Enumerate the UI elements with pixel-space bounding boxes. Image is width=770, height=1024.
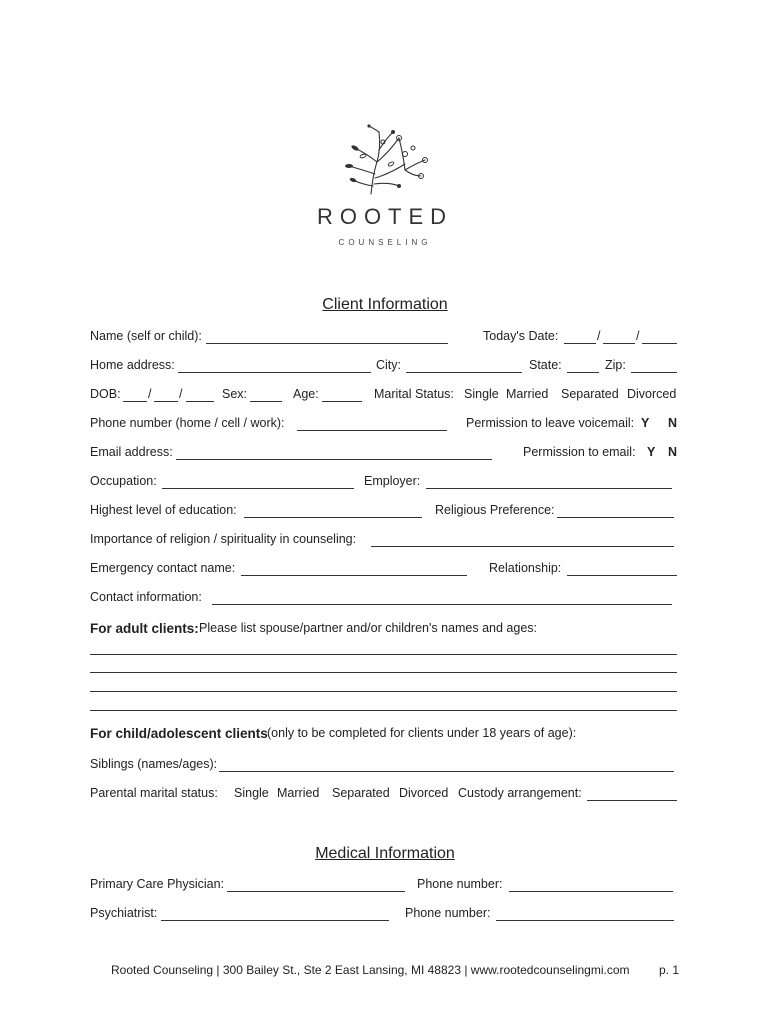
emergency-field[interactable] — [241, 561, 467, 576]
voicemail-yes[interactable]: Y — [641, 416, 650, 430]
marital-option-separated[interactable]: Separated — [561, 387, 619, 401]
medical-info-title: Medical Information — [315, 845, 455, 862]
city-field[interactable] — [406, 358, 522, 373]
state-label: State: — [529, 358, 562, 372]
pcp-label: Primary Care Physician: — [90, 877, 225, 891]
adult-answer-line[interactable] — [90, 710, 677, 711]
religion-field[interactable] — [557, 503, 674, 518]
age-field[interactable] — [322, 387, 362, 402]
parental-option-separated[interactable]: Separated — [332, 786, 390, 800]
email-label: Email address: — [90, 445, 173, 459]
siblings-label: Siblings (names/ages): — [90, 757, 218, 771]
brand-tagline: COUNSELING — [338, 238, 432, 247]
footer-address: Rooted Counseling | 300 Bailey St., Ste 2 East Lansing, MI 48823 | www.rootedcounselingmi.com — [111, 963, 630, 977]
relationship-field[interactable] — [567, 561, 677, 576]
dob-row — [90, 387, 678, 403]
email-permission-no[interactable]: N — [668, 445, 678, 459]
employer-label: Employer: — [364, 474, 421, 488]
address-field[interactable] — [178, 358, 371, 373]
state-field[interactable] — [567, 358, 599, 373]
pcp-field[interactable] — [227, 877, 405, 892]
education-label: Highest level of education: — [90, 503, 237, 517]
importance-field[interactable] — [371, 532, 674, 547]
address-row — [90, 358, 678, 374]
age-label: Age: — [293, 387, 319, 401]
marital-label: Marital Status: — [374, 387, 454, 401]
dob-year-field[interactable] — [186, 387, 214, 402]
custody-label: Custody arrangement: — [458, 786, 582, 800]
contact-label: Contact information: — [90, 590, 202, 604]
name-row — [90, 329, 678, 345]
email-permission-yes[interactable]: Y — [647, 445, 656, 459]
adult-answer-line[interactable] — [90, 654, 677, 655]
siblings-field[interactable] — [219, 757, 674, 772]
child-clients-instruction: (only to be completed for clients under 18 years of age): — [267, 726, 577, 740]
dob-day-field[interactable] — [154, 387, 178, 402]
dob-separator: / — [148, 387, 152, 401]
occupation-field[interactable] — [162, 474, 354, 489]
zip-field[interactable] — [631, 358, 677, 373]
zip-label: Zip: — [605, 358, 626, 372]
adult-answer-line[interactable] — [90, 691, 677, 692]
adult-clients-row — [90, 621, 678, 637]
child-clients-row — [90, 726, 678, 742]
phone-row — [90, 416, 678, 432]
occupation-label: Occupation: — [90, 474, 157, 488]
adult-clients-instruction: Please list spouse/partner and/or children's names and ages: — [199, 621, 538, 635]
marital-option-married[interactable]: Married — [506, 387, 549, 401]
parental-option-divorced[interactable]: Divorced — [399, 786, 449, 800]
importance-row — [90, 532, 678, 548]
siblings-row — [90, 757, 678, 773]
dob-separator: / — [179, 387, 183, 401]
psychiatrist-field[interactable] — [161, 906, 389, 921]
city-label: City: — [376, 358, 401, 372]
brand-name: ROOTED — [316, 204, 454, 229]
branch-logo-icon — [333, 124, 438, 199]
name-label: Name (self or child): — [90, 329, 202, 343]
parental-status-row — [90, 786, 678, 802]
pcp-phone-label: Phone number: — [417, 877, 503, 891]
page-number: p. 1 — [659, 963, 680, 977]
date-separator: / — [597, 329, 601, 343]
pcp-row — [90, 877, 678, 893]
psychiatrist-phone-label: Phone number: — [405, 906, 491, 920]
date-month-field[interactable] — [564, 329, 596, 344]
education-field[interactable] — [244, 503, 422, 518]
psychiatrist-label: Psychiatrist: — [90, 906, 158, 920]
date-separator: / — [636, 329, 640, 343]
name-field[interactable] — [206, 329, 448, 344]
child-clients-heading: For child/adolescent clients — [90, 726, 268, 741]
marital-option-divorced[interactable]: Divorced — [627, 387, 677, 401]
contact-row — [90, 590, 678, 606]
voicemail-label: Permission to leave voicemail: — [466, 416, 635, 430]
email-row — [90, 445, 678, 461]
sex-label: Sex: — [222, 387, 248, 401]
dob-month-field[interactable] — [123, 387, 147, 402]
employer-field[interactable] — [426, 474, 672, 489]
email-field[interactable] — [176, 445, 492, 460]
marital-option-single[interactable]: Single — [464, 387, 499, 401]
custody-field[interactable] — [587, 786, 677, 801]
email-permission-label: Permission to email: — [523, 445, 636, 459]
education-row — [90, 503, 678, 519]
date-label: Today's Date: — [483, 329, 559, 343]
client-info-title: Client Information — [322, 296, 448, 313]
voicemail-no[interactable]: N — [668, 416, 678, 430]
adult-answer-line[interactable] — [90, 672, 677, 673]
adult-clients-heading: For adult clients: — [90, 621, 199, 636]
phone-field[interactable] — [297, 416, 447, 431]
address-label: Home address: — [90, 358, 175, 372]
parental-option-married[interactable]: Married — [277, 786, 320, 800]
relationship-label: Relationship: — [489, 561, 562, 575]
contact-field[interactable] — [212, 590, 672, 605]
date-day-field[interactable] — [603, 329, 635, 344]
religion-label: Religious Preference: — [435, 503, 555, 517]
dob-label: DOB: — [90, 387, 121, 401]
occupation-row — [90, 474, 678, 490]
psychiatrist-row — [90, 906, 678, 922]
parental-option-single[interactable]: Single — [234, 786, 269, 800]
phone-label: Phone number (home / cell / work): — [90, 416, 285, 430]
sex-field[interactable] — [250, 387, 282, 402]
parental-status-label: Parental marital status: — [90, 786, 218, 800]
emergency-label: Emergency contact name: — [90, 561, 236, 575]
importance-label: Importance of religion / spirituality in counseling: — [90, 532, 357, 546]
emergency-row — [90, 561, 678, 577]
pcp-phone-field[interactable] — [509, 877, 673, 892]
psychiatrist-phone-field[interactable] — [496, 906, 674, 921]
date-year-field[interactable] — [642, 329, 677, 344]
